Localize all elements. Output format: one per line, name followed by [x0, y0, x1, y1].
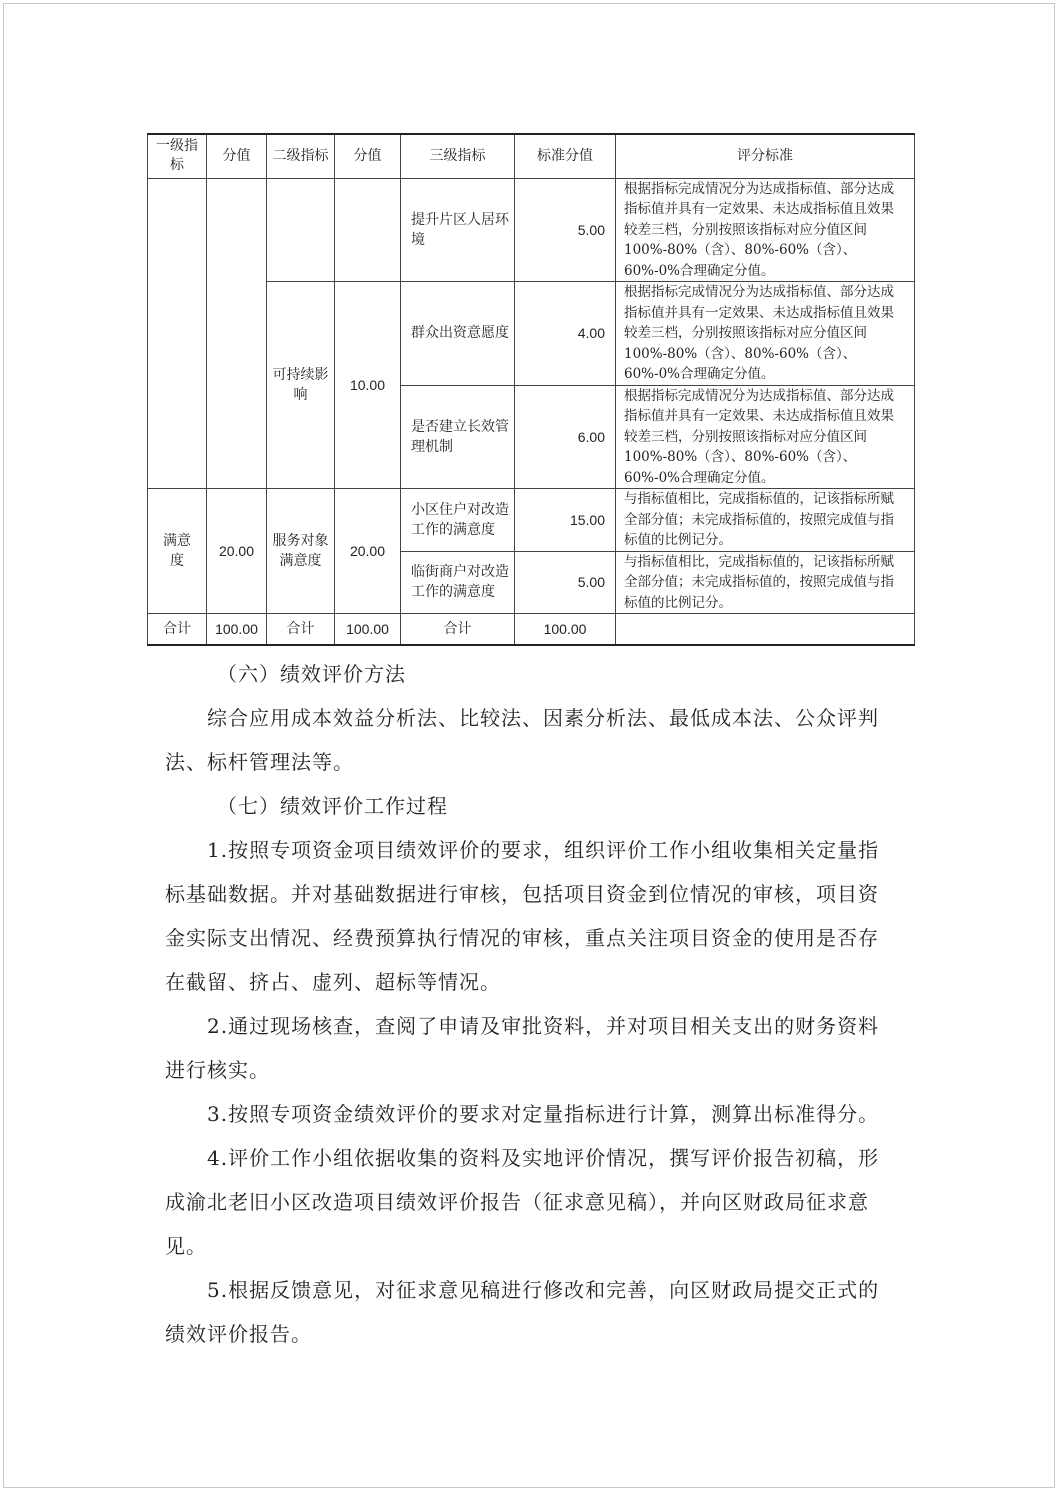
header-level3: 三级指标 — [401, 134, 515, 178]
total-score: 100.00 — [207, 614, 267, 645]
level2-score-empty — [335, 178, 401, 282]
level2-indicator: 可持续影响 — [267, 282, 335, 489]
header-level1: 一级指标 — [148, 134, 207, 178]
level3-indicator: 群众出资意愿度 — [401, 282, 515, 386]
table-header-row — [148, 134, 915, 178]
header-criteria: 评分标准 — [616, 134, 915, 178]
process-step: 5.根据反馈意见，对征求意见稿进行修改和完善，向区财政局提交正式的绩效评价报告。 — [165, 1278, 880, 1346]
std-score: 5.00 — [515, 551, 616, 614]
total-label: 合计 — [148, 614, 207, 645]
table-total-row — [148, 614, 915, 645]
performance-indicator-table — [147, 133, 915, 646]
process-step: 4.评价工作小组依据收集的资料及实地评价情况，撰写评价报告初稿，形成渝北老旧小区改造项目绩效评价报告（征求意见稿），并向区财政局征求意见。 — [165, 1146, 880, 1258]
level1-cell-empty — [148, 178, 207, 489]
level2-cell-empty — [267, 178, 335, 282]
process-step: 1.按照专项资金项目绩效评价的要求，组织评价工作小组收集相关定量指标基础数据。并对基础数据进行审核，包括项目资金到位情况的审核，项目资金实际支出情况、经费预算执行情况的审核，重点关注项目资金的使用是否存在截留、挤占、虚列、超标等情况。 — [165, 838, 880, 994]
level1-score: 20.00 — [207, 489, 267, 614]
level3-indicator: 提升片区人居环境 — [401, 178, 515, 282]
std-score: 5.00 — [515, 178, 616, 282]
header-std-score: 标准分值 — [515, 134, 616, 178]
total-score: 100.00 — [515, 614, 616, 645]
total-label: 合计 — [267, 614, 335, 645]
total-score: 100.00 — [335, 614, 401, 645]
std-score: 15.00 — [515, 489, 616, 552]
scoring-criteria: 与指标值相比，完成指标值的，记该指标所赋全部分值；未完成指标值的，按照完成值与指标值的比例记分。 — [616, 551, 915, 614]
body-text — [165, 652, 885, 1356]
level2-score: 20.00 — [335, 489, 401, 614]
level3-indicator: 小区住户对改造工作的满意度 — [401, 489, 515, 552]
header-score2: 分值 — [335, 134, 401, 178]
table-row — [148, 178, 915, 282]
total-criteria-empty — [616, 614, 915, 645]
level3-indicator: 是否建立长效管理机制 — [401, 385, 515, 489]
level2-indicator: 服务对象满意度 — [267, 489, 335, 614]
method-heading: （六）绩效评价方法 — [217, 662, 406, 686]
std-score: 6.00 — [515, 385, 616, 489]
level1-indicator: 满意度 — [148, 489, 207, 614]
std-score: 4.00 — [515, 282, 616, 386]
process-step: 2.通过现场核查，查阅了申请及审批资料，并对项目相关支出的财务资料进行核实。 — [165, 1014, 880, 1082]
level2-score: 10.00 — [335, 282, 401, 489]
process-heading: （七）绩效评价工作过程 — [217, 794, 448, 818]
level3-indicator: 临街商户对改造工作的满意度 — [401, 551, 515, 614]
table-row — [148, 489, 915, 552]
scoring-criteria: 根据指标完成情况分为达成指标值、部分达成指标值并具有一定效果、未达成指标值且效果较差三档，分别按照该指标对应分值区间 100%-80%（含）、80%-60%（含）、60%-0%合理确定分值。 — [616, 178, 915, 282]
scoring-criteria: 与指标值相比，完成指标值的，记该指标所赋全部分值；未完成指标值的，按照完成值与指标值的比例记分。 — [616, 489, 915, 552]
level1-score-empty — [207, 178, 267, 489]
total-label: 合计 — [401, 614, 515, 645]
scoring-criteria: 根据指标完成情况分为达成指标值、部分达成指标值并具有一定效果、未达成指标值且效果较差三档，分别按照该指标对应分值区间 100%-80%（含）、80%-60%（含）、60%-0%合理确定分值。 — [616, 385, 915, 489]
header-level2: 二级指标 — [267, 134, 335, 178]
scoring-criteria: 根据指标完成情况分为达成指标值、部分达成指标值并具有一定效果、未达成指标值且效果较差三档，分别按照该指标对应分值区间 100%-80%（含）、80%-60%（含）、60%-0%合理确定分值。 — [616, 282, 915, 386]
header-score: 分值 — [207, 134, 267, 178]
method-paragraph: 综合应用成本效益分析法、比较法、因素分析法、最低成本法、公众评判法、标杆管理法等。 — [165, 706, 879, 774]
process-step: 3.按照专项资金绩效评价的要求对定量指标进行计算，测算出标准得分。 — [207, 1102, 880, 1126]
